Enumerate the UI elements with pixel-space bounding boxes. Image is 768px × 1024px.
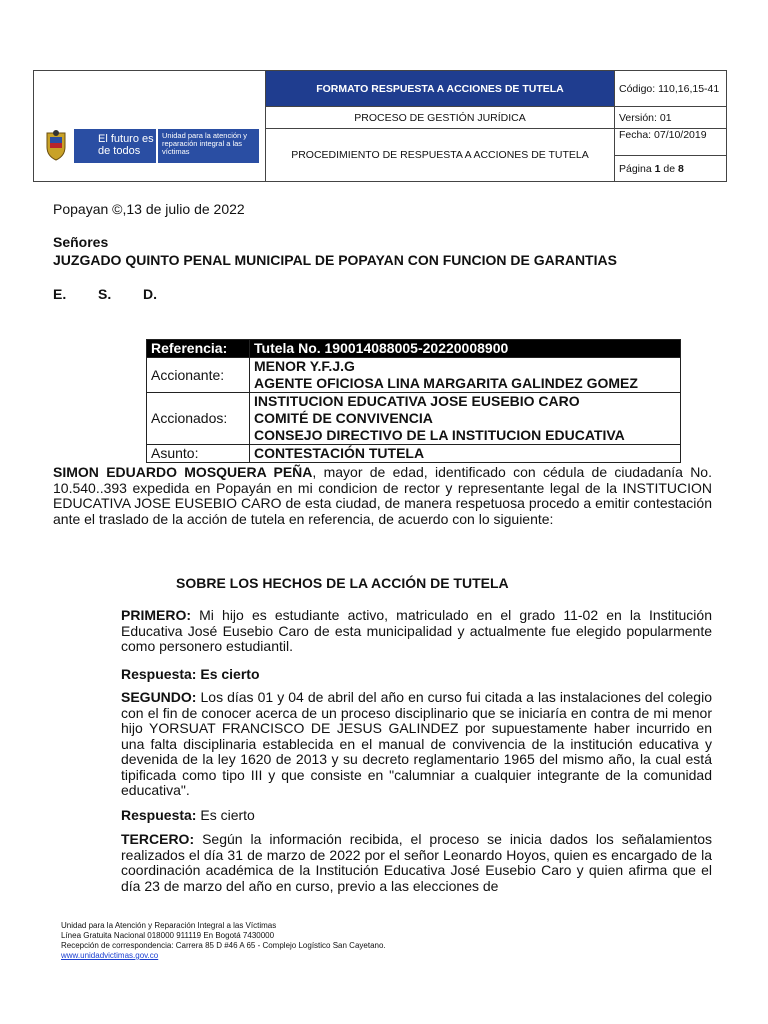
reference-table <box>146 339 681 463</box>
format-title: FORMATO RESPUESTA A ACCIONES DE TUTELA <box>266 71 615 107</box>
fact-segundo: SEGUNDO: Los días 01 y 04 de abril del año en curso fui citada a las instalaciones del colegio con el fin de conocer acerca de un proceso disciplinario que se iniciaría en contra de mi menor hijo YORSUAT FRANCISCO DE JESUS GALINDEZ por supuestamente haber incurrido en una falta disciplinaria establecida en el manual de convivencia de la institución educativa y devenida de la ley 1620 de 2013 y su decreto reglamentario 1965 del mismo año, la cual está tipificada como tipo III y que consiste en "calumniar a cualquier integrante de la comunidad educativa". <box>121 689 712 798</box>
logo-cell <box>34 71 266 182</box>
salutation: Señores <box>53 234 109 250</box>
footer-line-2: Línea Gratuita Nacional 018000 911119 En Bogotá 7430000 <box>61 931 275 940</box>
accionados-value: INSTITUCION EDUCATIVA JOSE EUSEBIO CARO COMITÉ DE CONVIVENCIA CONSEJO DIRECTIVO DE LA INSTITUCION EDUCATIVA <box>250 393 681 445</box>
document-version: Versión: 01 <box>615 107 727 129</box>
footer-line-3: Recepción de correspondencia: Carrera 85 D #46 A 65 - Complejo Logístico San Cayetano. <box>61 941 386 950</box>
response-2: Respuesta: Es cierto <box>121 807 255 823</box>
fact-tercero: TERCERO: Según la información recibida, el proceso se inicia dados los señalamientos realizados el día 31 de marzo de 2022 por el señor Leonardo Hoyos, quien es encargado de la coordinación académica de la Institución Educativa José Eusebio Caro y quien afirma que el día 23 de marzo del año en curso, previo a las elecciones de <box>121 832 712 894</box>
place-date: Popayan ©,13 de julio de 2022 <box>53 201 245 217</box>
esd-d: D. <box>143 286 157 302</box>
coat-of-arms-icon <box>44 129 68 161</box>
process-name: PROCESO DE GESTIÓN JURÍDICA <box>266 107 615 129</box>
court-name: JUZGADO QUINTO PENAL MUNICIPAL DE POPAYAN CON FUNCION DE GARANTIAS <box>53 252 617 268</box>
asunto-label: Asunto: <box>147 445 250 463</box>
entity-logo <box>44 129 259 163</box>
accionante-label: Accionante: <box>147 358 250 393</box>
document-code: Código: 110,16,15-41 <box>615 71 727 107</box>
esd-e: E. <box>53 286 67 302</box>
page-counter: Página 1 de 8 <box>615 156 727 182</box>
document-header <box>33 70 727 182</box>
intro-paragraph: SIMON EDUARDO MOSQUERA PEÑA, mayor de edad, identificado con cédula de ciudadanía No. 10.540..393 expedida en Popayán en mi condicion de rector y representante legal de la INSTITUCION EDUCATIVA JOSE EUSEBIO CARO de esta ciudad, de manera respetuosa procedo a emitir contestación ante el traslado de la acción de tutela en referencia, de acuerdo con lo siguiente: <box>53 464 712 527</box>
footer-line-1: Unidad para la Atención y Reparación Integral a las Víctimas <box>61 921 277 930</box>
response-1: Respuesta: Es cierto <box>121 666 260 682</box>
section-title: SOBRE LOS HECHOS DE LA ACCIÓN DE TUTELA <box>176 575 509 591</box>
accionante-value: MENOR Y.F.J.G AGENTE OFICIOSA LINA MARGARITA GALINDEZ GOMEZ <box>250 358 681 393</box>
asunto-value: CONTESTACIÓN TUTELA <box>250 445 681 463</box>
esd-s: S. <box>98 286 112 302</box>
footer-website-link[interactable]: www.unidadvictimas.gov.co <box>61 951 159 960</box>
logo-unit-name: Unidad para la atención y reparación integral a las víctimas <box>158 129 259 163</box>
document-date: Fecha: 07/10/2019 <box>615 129 727 156</box>
logo-slogan: El futuro es de todos <box>74 129 156 163</box>
ref-label: Referencia: <box>147 340 250 358</box>
procedure-name: PROCEDIMIENTO DE RESPUESTA A ACCIONES DE TUTELA <box>266 129 615 182</box>
ref-value: Tutela No. 190014088005-20220008900 <box>250 340 681 358</box>
fact-primero: PRIMERO: Mi hijo es estudiante activo, matriculado en el grado 11-02 en la Institución Educativa José Eusebio Caro de esta municipalidad y actualmente fue elegido popularmente como personero estudiantil. <box>121 607 712 654</box>
accionados-label: Accionados: <box>147 393 250 445</box>
